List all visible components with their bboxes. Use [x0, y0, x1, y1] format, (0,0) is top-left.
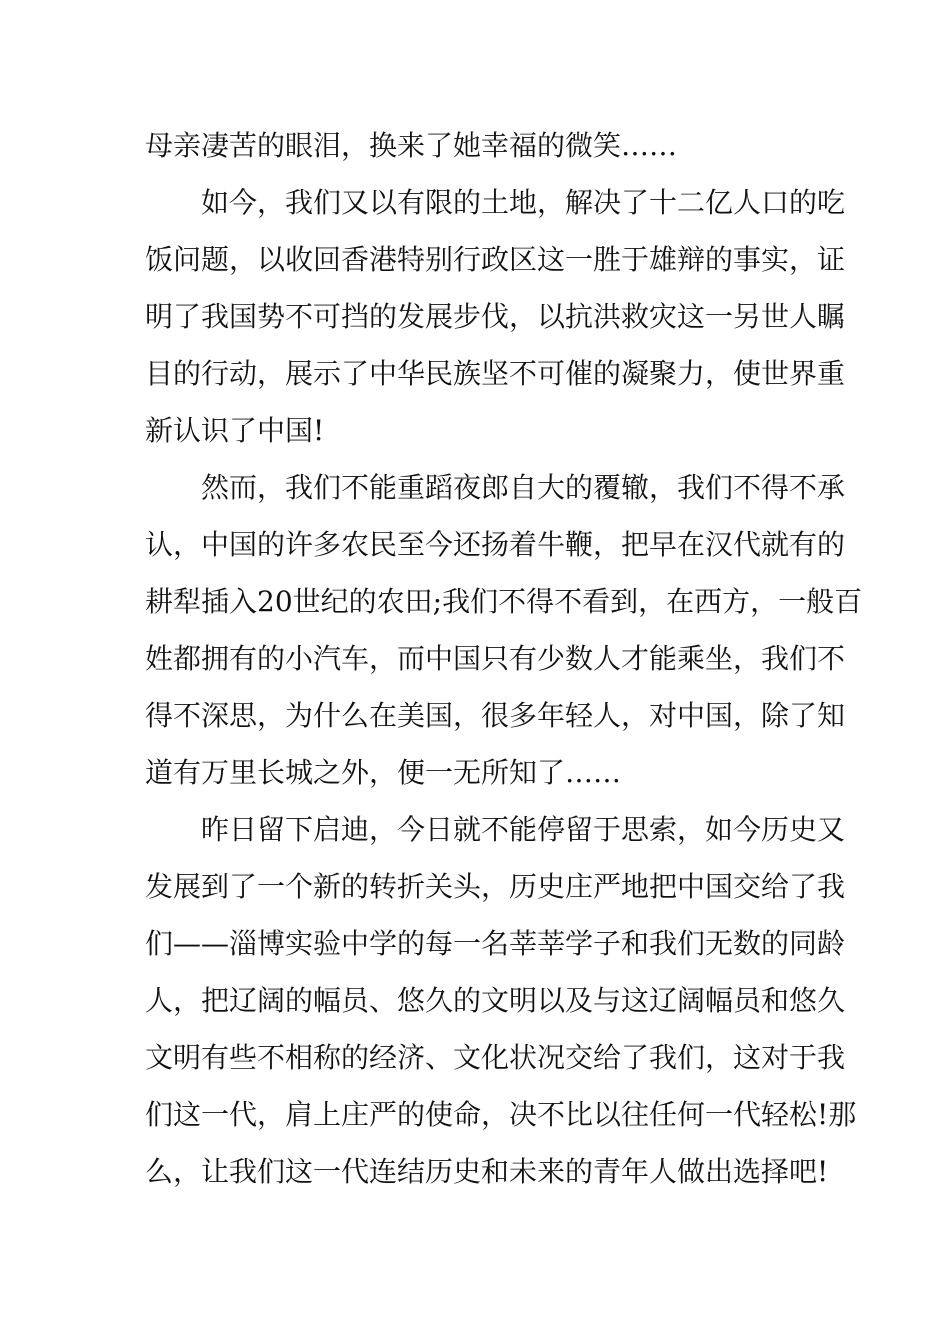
text-line: 们——淄博实验中学的每一名莘莘学子和我们无数的同龄	[145, 927, 846, 960]
text-line: 人，把辽阔的幅员、悠久的文明以及与这辽阔幅员和悠久	[145, 984, 846, 1017]
paragraph-3	[145, 459, 863, 801]
paragraph-2	[145, 174, 846, 459]
text-line: 母亲凄苦的眼泪，换来了她幸福的微笑……	[145, 129, 678, 162]
text-line: 如今，我们又以有限的土地，解决了十二亿人口的吃	[201, 186, 846, 219]
text-line: 文明有些不相称的经济、文化状况交给了我们，这对于我	[145, 1041, 846, 1074]
text-line: 姓都拥有的小汽车，而中国只有少数人才能乘坐，我们不	[145, 642, 846, 675]
paragraph-4	[145, 801, 857, 1200]
text-line: 们这一代，肩上庄严的使命，决不比以往任何一代轻松!那	[145, 1098, 857, 1131]
text-line: 目的行动，展示了中华民族坚不可催的凝聚力，使世界重	[145, 357, 846, 390]
text-line: 新认识了中国!	[145, 414, 325, 447]
text-line: 明了我国势不可挡的发展步伐，以抗洪救灾这一另世人瞩	[145, 300, 846, 333]
text-line: 昨日留下启迪，今日就不能停留于思索，如今历史又	[201, 813, 846, 846]
text-line: 然而，我们不能重蹈夜郎自大的覆辙，我们不得不承	[201, 471, 846, 504]
text-line: 么，让我们这一代连结历史和未来的青年人做出选择吧!	[145, 1155, 829, 1188]
text-line: 发展到了一个新的转折关头，历史庄严地把中国交给了我	[145, 870, 846, 903]
text-line: 得不深思，为什么在美国，很多年轻人，对中国，除了知	[145, 699, 846, 732]
text-line: 耕犁插入20世纪的农田;我们不得不看到，在西方，一般百	[145, 585, 863, 618]
body-text	[145, 117, 863, 1200]
text-line: 饭问题，以收回香港特别行政区这一胜于雄辩的事实，证	[145, 243, 846, 276]
text-line: 认，中国的许多农民至今还扬着牛鞭，把早在汉代就有的	[145, 528, 846, 561]
paragraph-1	[145, 117, 810, 174]
text-line: 道有万里长城之外，便一无所知了……	[145, 756, 622, 789]
